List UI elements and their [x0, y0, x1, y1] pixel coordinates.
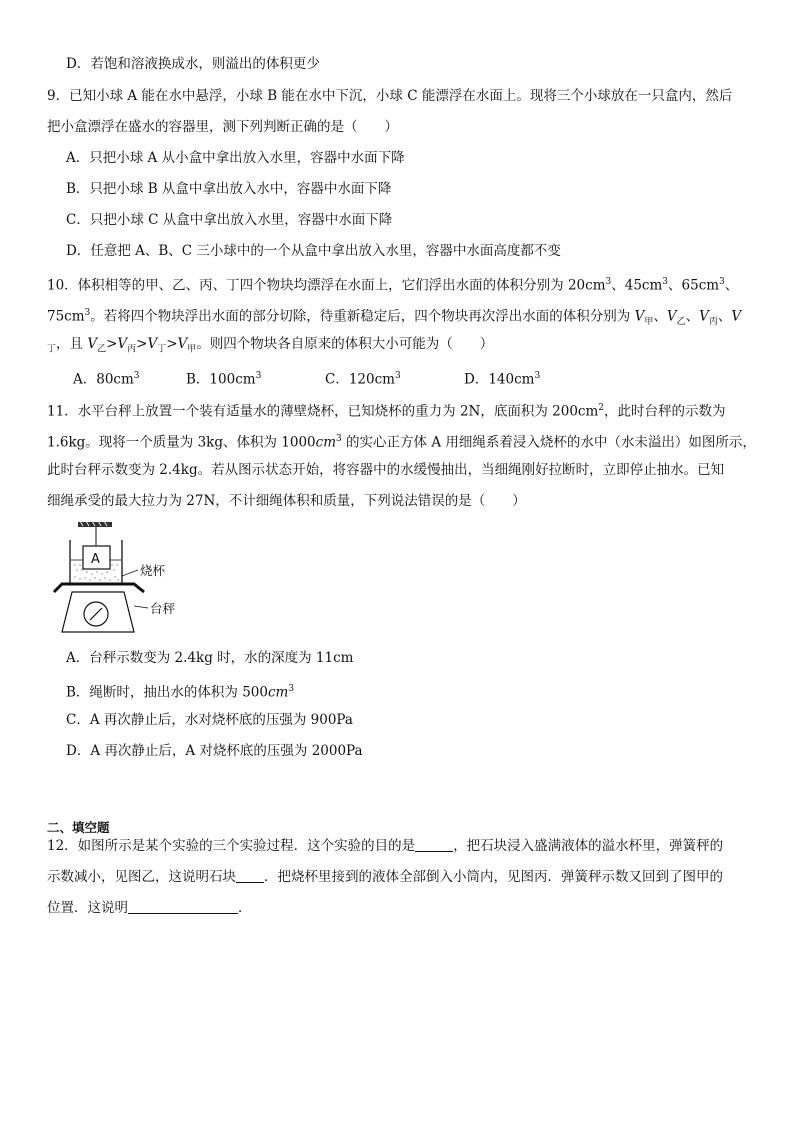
q11-option-a: A．台秤示数变为 2.4kg 时，水的深度为 11cm — [66, 650, 354, 666]
q10-stem-line1: 10．体积相等的甲、乙、丙、丁四个物块均漂浮在水面上，它们浮出水面的体积分别为 $20cm^3$、$45cm^3$、$65cm^3$、 — [47, 277, 739, 294]
q11-stem-line4: 细绳承受的最大拉力为 27N，不计细绳体积和质量，下列说法错误的是（ ） — [47, 493, 526, 509]
q11-stem-line3: 此时台秤示数变为 2.4kg。若从图示状态开始，将容器中的水缓慢抽出，当细绳刚好拉断时，立即停止抽水。已知 — [47, 462, 725, 478]
q10-option-d: D．$140cm^3$ — [464, 371, 541, 388]
q12-stem-line1: 12．如图所示是某个实验的三个实验过程．这个实验的目的是 ，把石块浸入盛满液体的溢水杯里，弹簧秤的 — [47, 838, 724, 854]
q9-option-a: A．只把小球 A 从小盒中拿出放入水里，容器中水面下降 — [66, 150, 405, 166]
q9-stem-line2: 把小盒漂浮在盛水的容器里，测下列判断正确的是（ ） — [47, 119, 398, 135]
ceiling-support — [78, 521, 112, 527]
q9-option-b: B．只把小球 B 从盒中拿出放入水中，容器中水面下降 — [66, 181, 392, 197]
q12-stem-line3: 位置．这说明 ． — [47, 900, 252, 916]
block-a-label: A — [91, 552, 100, 567]
q11-stem-line1: 11．水平台秤上放置一个装有适量水的薄壁烧杯，已知烧杯的重力为 2N，底面积为 $200cm^2$，此时台秤的示数为 — [47, 403, 726, 420]
beaker-leader-line — [122, 570, 138, 576]
scale-platform — [54, 584, 144, 592]
q9-stem-line1: 9．已知小球 A 能在水中悬浮，小球 B 能在水中下沉，小球 C 能漂浮在水面上。现将三个小球放在一只盒内，然后 — [47, 88, 733, 104]
q12-blank-1 — [415, 837, 453, 852]
q9-option-c: C．只把小球 C 从盒中拿出放入水里，容器中水面下降 — [66, 212, 393, 228]
beaker-label: 烧杯 — [140, 563, 166, 578]
section-title: 二、填空题 — [47, 820, 110, 835]
q8-option-d: D．若饱和溶液换成水，则溢出的体积更少 — [66, 56, 320, 72]
scale-label: 台秤 — [150, 601, 176, 616]
q11-option-c: C．A 再次静止后，水对烧杯底的压强为 900Pa — [66, 712, 353, 728]
q9-option-d: D．任意把 A、B、C 三小球中的一个从盒中拿出放入水里，容器中水面高度都不变 — [66, 243, 561, 259]
q11-option-d: D．A 再次静止后，A 对烧杯底的压强为 2000Pa — [66, 743, 363, 759]
q10-option-b: B．$100cm^3$ — [186, 371, 262, 388]
q10-stem-line3: $_丁$，且 $V_乙>V_丙>V_丁>V_甲$。则四个物块各自原来的体积大小可能为（ ） — [47, 336, 494, 355]
q10-option-a: A．$80cm^3$ — [73, 371, 140, 388]
q12-stem-line2: 示数减小，见图乙，这说明石块 ．把烧杯里接到的液体全部倒入小筒内，见图丙．弹簧秤示数又回到了图甲的 — [47, 869, 723, 885]
q12-blank-3 — [128, 899, 238, 914]
q11-option-b: B．绳断时，抽出水的体积为 $500cm^3$ — [66, 684, 295, 701]
q10-option-c: C．$120cm^3$ — [325, 371, 401, 388]
q11-figure — [52, 520, 212, 642]
q11-stem-line2: 1.6kg。现将一个质量为 3kg、体积为 $1000cm^3$ 的实心正方体 A 用细绳系着浸入烧杯的水中（水未溢出）如图所示， — [47, 434, 756, 451]
scale-leader-line — [134, 606, 148, 608]
q12-blank-2 — [236, 868, 264, 883]
q10-stem-line2: $75cm^3$。若将四个物块浮出水面的部分切除，待重新稳定后，四个物块再次浮出水面的体积分别为 $V_甲$、$V_乙$、$V_丙$、V — [47, 308, 742, 328]
